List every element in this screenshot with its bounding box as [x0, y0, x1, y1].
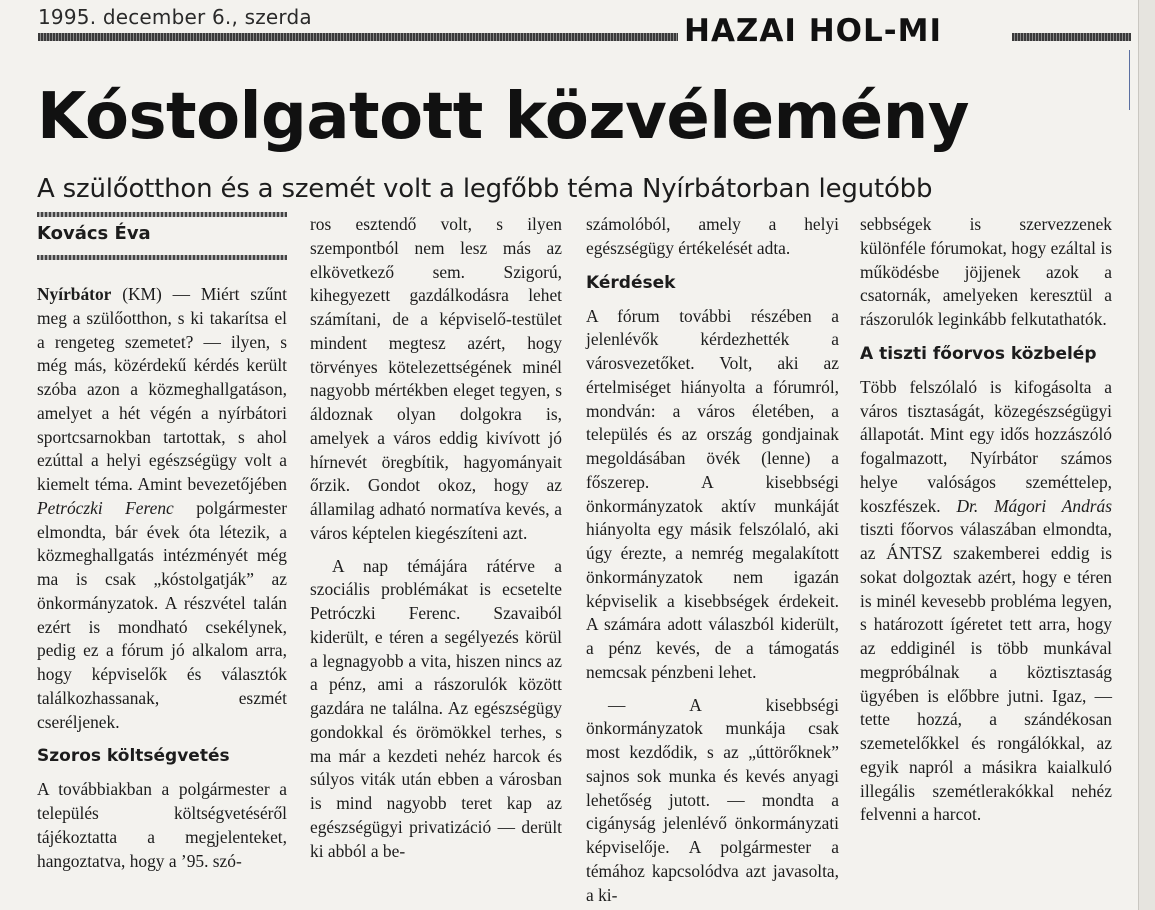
byline-rule-top: [37, 212, 287, 217]
paragraph: ros esztendő volt, s ilyen szempontból nem lesz más az elkövetkező sem. Szigorú, kihegyezett gazdálkodásra lehet számítani, de a képviselő-testület mindent megtesz azért, hogy törvényes kötelezettségének minél nagyobb mértékben eleget tegyen, s áldoznak olyan dolgokra is, amelyek a város eddig kivívott jó hírnevét öregbítik, hagyományait őrzik. Gondot okoz, hogy az államilag adható normatíva kevés, a város képtelen kiegészíteni azt.: [310, 214, 562, 543]
subheading: Kérdések: [586, 272, 676, 293]
person-name: Dr. Mágori András: [956, 495, 1113, 516]
author-byline: Kovács Éva: [37, 223, 151, 244]
subheading: Szoros költségvetés: [37, 746, 230, 767]
paragraph: A nap témájára rátérve a szociális problémákat is ecsetelte Petróczki Ferenc. Szavaiból kiderült, e téren a segélyezés körül a legnagyobb a vita, hiszen nincs az a pénz, ami a rászorulók között gazdára ne találna. Az egészségügy gondokkal és örömökkel terhes, s ma már a kezdeti nehéz harcok és súlyos viták után ebben a városban is mind nagyobb teret kap az egészségügyi privatizáció — derült ki abból a be-: [310, 555, 562, 861]
paragraph: A fórum további részében a jelenlévők kérdezhették a városvezetőket. Volt, aki az értelmiséget hiányolta a fórumról, mondván: a város életében, a település és az ország gondjainak megoldásában övék (lenne) a főszerep. A kisebbségi önkormányzatok aktív munkáját hiányolta egy másik felszólaló, aki úgy érezte, a nemrég megalakított önkormányzatok nem igazán képviselik a kisebbségek érdekeit. A számára adott válaszból kiderült, a pénz kevés, de a támogatás nemcsak pénzbeni lehet.: [586, 305, 839, 682]
paragraph: — A kisebbségi önkormányzatok munkája csak most kezdődik, s az „úttörőknek” sajnos sok munka és kevés anyagi lehetőség jutott. — mondta a cigányság jelenlévő önkormányzati képviselője. A polgármester a témához kapcsolódva azt javasolta, a ki-: [586, 694, 839, 905]
dateline-place: Nyírbátor: [37, 284, 112, 304]
article-headline: Kóstolgatott közvélemény: [37, 80, 969, 154]
paragraph: [860, 376, 1112, 827]
article-column-2: [310, 213, 562, 863]
scan-edge: [1138, 0, 1155, 910]
article-column-1: [37, 212, 287, 873]
section-title: HAZAI HOL-MI: [684, 13, 943, 49]
header-rule-left: [38, 33, 678, 41]
paragraph: számolóból, amely a helyi egészségügy értékelését adta.: [586, 214, 839, 258]
paragraph-text: (KM) — Miért szűnt meg a szülőotthon, s ki takarítsa el a rengeteg szemetet? — ilyen, s még más, közérdekű kérdés került szóba azon a közmeghallgatáson, amelyet a hét végén a nyírbátori sportcsarnokban tartottak, s ahol ezúttal a helyi egészségügy volt a kiemelt téma. Amint bevezetőjében: [37, 284, 287, 494]
subheading: A tiszti főorvos közbelép: [860, 343, 1097, 364]
article-column-3: [586, 213, 839, 907]
article-subheadline: A szülőotthon és a szemét volt a legfőbb téma Nyírbátorban legutóbb: [37, 174, 933, 204]
paragraph-text: tiszti főorvos válaszában elmondta, az ÁNTSZ szakemberei eddig is sokat dolgoztak azért, hogy e téren is minél kevesebb probléma legyen, s határozott ígéretet tett arra, hogy az eddiginél is több munkával megpróbálnak a köztisztaság ügyében is előbbre jutni. Igaz, — tette hozzá, a szándékosan szemetelőkkel és rongálókkal, az egyik napról a másikra kaialkuló illegális szemétlerakókkal nehéz felvenni a harcot.: [860, 519, 1112, 825]
paragraph-text: polgármester elmondta, bár évek óta létezik, a közmeghallgatás intézményét még ma is csak „kóstolgatják” az önkormányzatok. A részvétel talán ezért is mondható csekélynek, pedig ez a fórum jó alkalom arra, hogy képviselők és választók találkozhassanak, eszmét cseréljenek.: [37, 497, 287, 732]
paragraph-text: Több felszólaló is kifogásolta a város tisztaságát, közegészségügyi állapotát. Mint egy idős hozzászóló fogalmazott, Nyírbátor számos helye valóságos szeméttelep, koszfészek.: [860, 376, 1112, 516]
paragraph: [37, 283, 287, 734]
issue-date: 1995. december 6., szerda: [38, 5, 312, 29]
article-column-4: [860, 213, 1112, 827]
header-rule-right: [1012, 33, 1131, 41]
paragraph: sebbségek is szervezzenek különféle fórumokat, hogy ezáltal is működésbe jöjjenek azok a csatornák, amelyeken keresztül a rászorulók leginkább felkutathatók.: [860, 214, 1112, 329]
person-name: Petróczki Ferenc: [37, 497, 174, 518]
scan-artifact: [1129, 50, 1130, 110]
paragraph: A továbbiakban a polgármester a település költségvetéséről tájékoztatta a megjelenteket, hangoztatva, hogy a ’95. szó-: [37, 779, 287, 871]
